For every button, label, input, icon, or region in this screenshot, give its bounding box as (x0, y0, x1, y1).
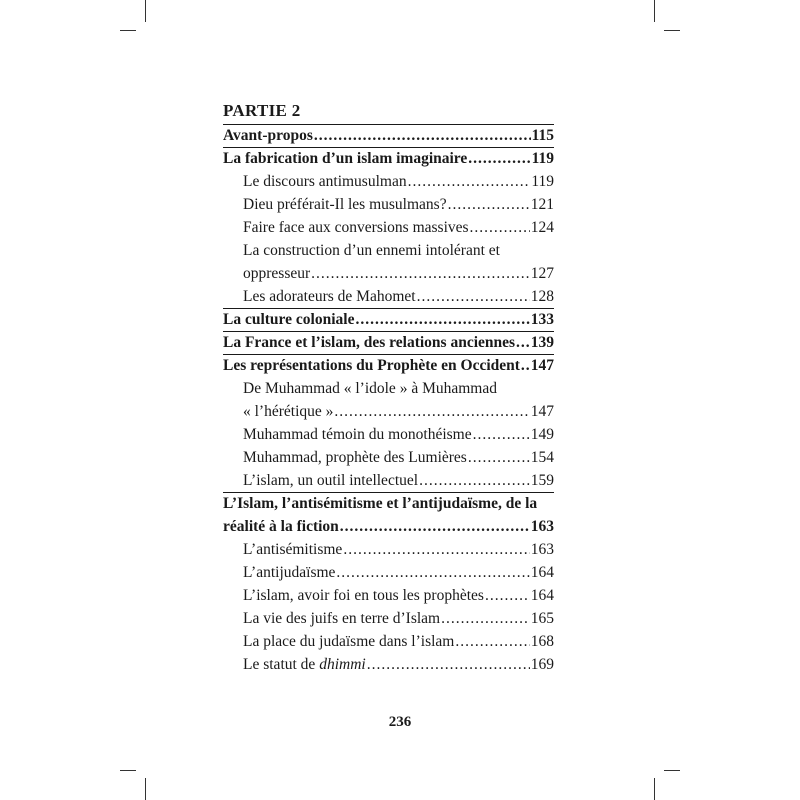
crop-mark (145, 0, 146, 22)
toc-entry-page: 139 (530, 334, 554, 351)
toc-entry (223, 331, 554, 354)
dot-leader (417, 285, 530, 308)
dot-leader (473, 423, 530, 446)
toc-entry-emphasis: dhimmi (319, 656, 366, 673)
crop-mark (120, 30, 136, 31)
dot-leader (367, 653, 530, 676)
toc-entry (223, 538, 554, 561)
toc-entry-title: « l’hérétique » (243, 403, 334, 420)
separator-rule (223, 147, 554, 148)
crop-mark (664, 770, 680, 771)
crop-mark (664, 30, 680, 31)
dot-leader (311, 262, 530, 285)
toc-entry-page: 115 (531, 127, 554, 144)
toc-entry (223, 469, 554, 492)
toc-entry (223, 446, 554, 469)
dot-leader (468, 147, 530, 170)
dot-leader (521, 354, 530, 377)
separator-rule (223, 492, 554, 493)
toc-entry-title: L’antijudaïsme (243, 564, 336, 581)
toc-entry (223, 239, 554, 285)
crop-mark (654, 778, 655, 800)
dot-leader (455, 630, 529, 653)
dot-leader (419, 469, 530, 492)
page-number: 236 (388, 714, 412, 730)
separator-rule (223, 331, 554, 332)
toc-entry (223, 193, 554, 216)
toc-entry-page: 127 (530, 265, 554, 282)
toc-entry-page: 164 (530, 587, 554, 604)
toc-entry (223, 653, 554, 676)
toc-entry-page: 159 (530, 472, 554, 489)
toc-entry-title: Dieu préférait-Il les musulmans? (243, 196, 447, 213)
toc-entry-title: réalité à la fiction (223, 518, 339, 535)
toc-entry-page: 149 (530, 426, 554, 443)
toc-entry (223, 170, 554, 193)
dot-leader (485, 584, 530, 607)
dot-leader (336, 561, 529, 584)
dot-leader (448, 193, 530, 216)
toc-entry-title: Les adorateurs de Mahomet (243, 288, 416, 305)
toc-entry (223, 630, 554, 653)
toc-entry (223, 147, 554, 170)
toc-entry-page: 147 (530, 357, 554, 374)
toc-entry-title: Avant-propos (223, 127, 313, 144)
toc-entry (223, 607, 554, 630)
dot-leader (408, 170, 531, 193)
dot-leader (343, 538, 529, 561)
toc-entry-page: 163 (530, 518, 554, 535)
crop-mark (145, 778, 146, 800)
toc-entry-title-line: De Muhammad « l’idole » à Muhammad (243, 380, 497, 397)
toc-entry-page: 163 (530, 541, 554, 558)
toc-entry (223, 423, 554, 446)
toc-entry-title: L’islam, un outil intellectuel (243, 472, 419, 489)
toc-entry-title: La place du judaïsme dans l’islam (243, 633, 455, 650)
toc-entry (223, 377, 554, 423)
dot-leader (468, 446, 530, 469)
toc-entry-title: Muhammad témoin du monothéisme (243, 426, 472, 443)
toc-entry (223, 354, 554, 377)
toc-entry (223, 492, 554, 538)
toc-entries (223, 124, 554, 676)
toc-entry-page: 147 (530, 403, 554, 420)
dot-leader (470, 216, 530, 239)
part-title: PARTIE 2 (223, 101, 301, 120)
dot-leader (441, 607, 530, 630)
toc-entry-title: Le statut de dhimmi (243, 656, 366, 673)
separator-rule (223, 354, 554, 355)
toc-entry-title: La France et l’islam, des relations anciennes (223, 334, 516, 351)
toc-entry-title: Le discours antimusulman (243, 173, 407, 190)
toc-entry-title: Les représentations du Prophète en Occident (223, 357, 520, 374)
dot-leader (355, 308, 529, 331)
toc-entry-page: 168 (530, 633, 554, 650)
toc-entry-title: Muhammad, prophète des Lumières (243, 449, 467, 466)
toc-entry-page: 133 (530, 311, 554, 328)
crop-mark (120, 770, 136, 771)
toc-entry-page: 124 (530, 219, 554, 236)
toc-entry-title: L’antisémitisme (243, 541, 343, 558)
table-of-contents (223, 98, 554, 676)
toc-entry-title-line: L’Islam, l’antisémitisme et l’antijudaïsme, de la (223, 495, 538, 512)
toc-entry-page: 164 (530, 564, 554, 581)
toc-entry-page: 128 (530, 288, 554, 305)
separator-rule (223, 124, 554, 125)
toc-entry (223, 124, 554, 147)
toc-entry-title-line: La construction d’un ennemi intolérant et (243, 242, 500, 259)
toc-entry (223, 308, 554, 331)
toc-entry-page: 154 (530, 449, 554, 466)
dot-leader (340, 515, 530, 538)
toc-entry (223, 584, 554, 607)
dot-leader (314, 124, 531, 147)
dot-leader (334, 400, 529, 423)
toc-entry-title: L’islam, avoir foi en tous les prophètes (243, 587, 484, 604)
toc-entry-page: 119 (531, 173, 554, 190)
crop-mark (654, 0, 655, 22)
toc-entry-title: La fabrication d’un islam imaginaire (223, 150, 468, 167)
dot-leader (516, 331, 530, 354)
toc-entry-page: 119 (531, 150, 554, 167)
toc-entry-title: Faire face aux conversions massives (243, 219, 469, 236)
toc-entry-title: oppresseur (243, 265, 311, 282)
toc-entry-title: La vie des juifs en terre d’Islam (243, 610, 441, 627)
toc-entry (223, 561, 554, 584)
toc-entry-page: 121 (530, 196, 554, 213)
toc-entry-page: 169 (530, 656, 554, 673)
toc-entry-title: La culture coloniale (223, 311, 355, 328)
toc-entry-page: 165 (530, 610, 554, 627)
separator-rule (223, 308, 554, 309)
toc-entry (223, 216, 554, 239)
toc-entry (223, 285, 554, 308)
